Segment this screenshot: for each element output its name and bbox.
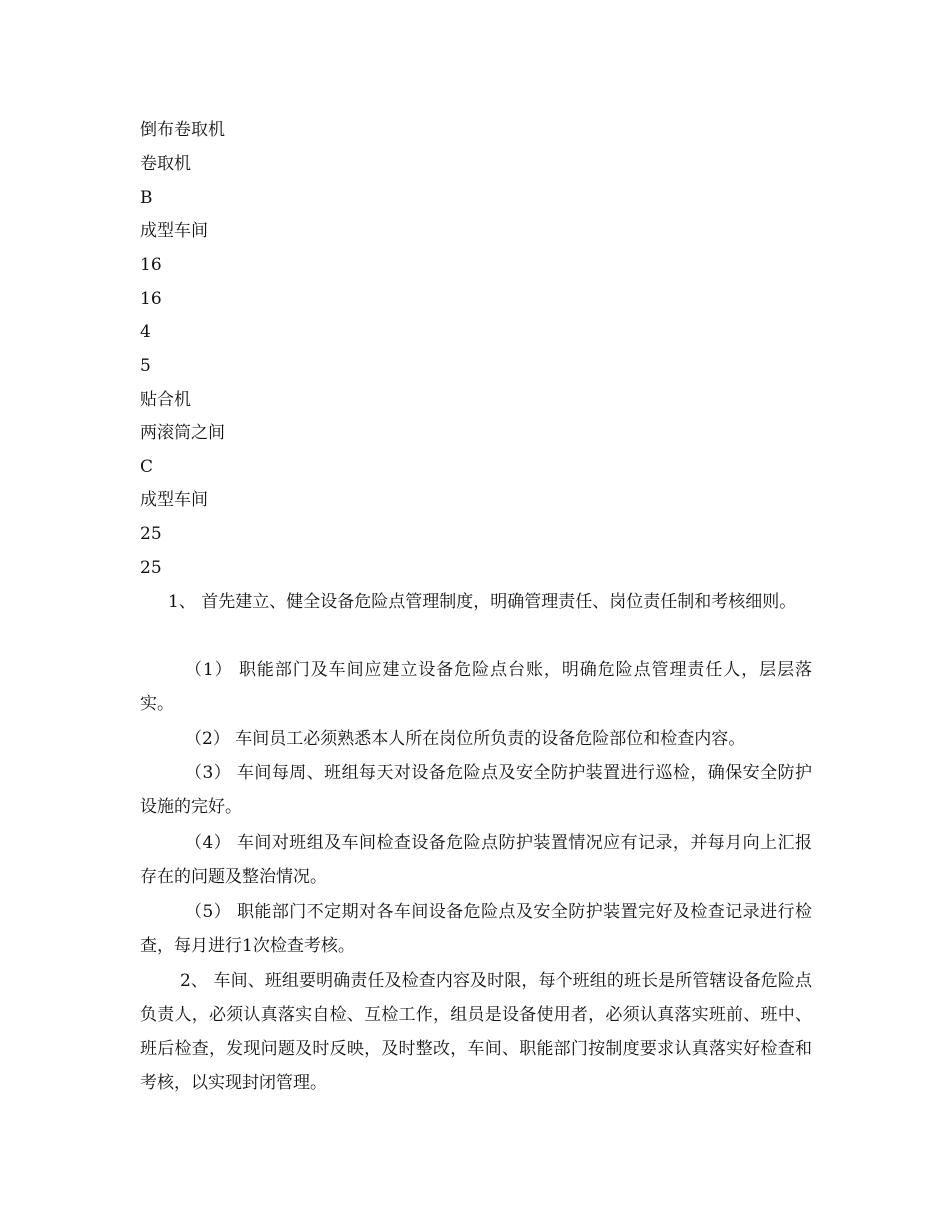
- table-cell: 贴合机: [140, 390, 191, 410]
- paragraph-1-4: （4） 车间对班组及车间检查设备危险点防护装置情况应有记录，并每月向上汇报存在的问题及整治情况。: [140, 833, 812, 887]
- table-cell: 16: [140, 255, 162, 275]
- table-cell: C: [140, 457, 154, 477]
- paragraph-1-5: （5） 职能部门不定期对各车间设备危险点及安全防护装置完好及检查记录进行检查，每月进行1次检查考核。: [140, 902, 812, 956]
- paragraph-1-2: （2） 车间员工必须熟悉本人所在岗位所负责的设备危险部位和检查内容。: [185, 729, 746, 749]
- table-cell: 卷取机: [140, 154, 191, 174]
- table-cell: 16: [140, 289, 162, 309]
- table-cell: 25: [140, 524, 162, 544]
- table-cell: 成型车间: [140, 490, 208, 510]
- table-cell: 两滚筒之间: [140, 423, 225, 443]
- table-cell: 成型车间: [140, 221, 208, 241]
- paragraph-1-1: （1） 职能部门及车间应建立设备危险点台账，明确危险点管理责任人，层层落实。: [140, 660, 812, 714]
- table-cell: 4: [140, 322, 151, 342]
- paragraph-2: 2、 车间、班组要明确责任及检查内容及时限，每个班组的班长是所管辖设备危险点负责人，必须认真落实自检、互检工作，组员是设备使用者，必须认真落实班前、班中、班后检查，发现问题及时反映，及时整改，车间、职能部门按制度要求认真落实好检查和考核，以实现封闭管理。: [140, 971, 812, 1093]
- paragraph-1: 1、 首先建立、健全设备危险点管理制度，明确管理责任、岗位责任制和考核细则。: [168, 592, 797, 612]
- paragraph-1-3: （3） 车间每周、班组每天对设备危险点及安全防护装置进行巡检，确保安全防护设施的完好。: [140, 763, 812, 817]
- table-cell: 25: [140, 558, 162, 578]
- table-cell: 5: [140, 356, 151, 376]
- table-cell: B: [140, 188, 153, 208]
- table-cell: 倒布卷取机: [140, 120, 225, 140]
